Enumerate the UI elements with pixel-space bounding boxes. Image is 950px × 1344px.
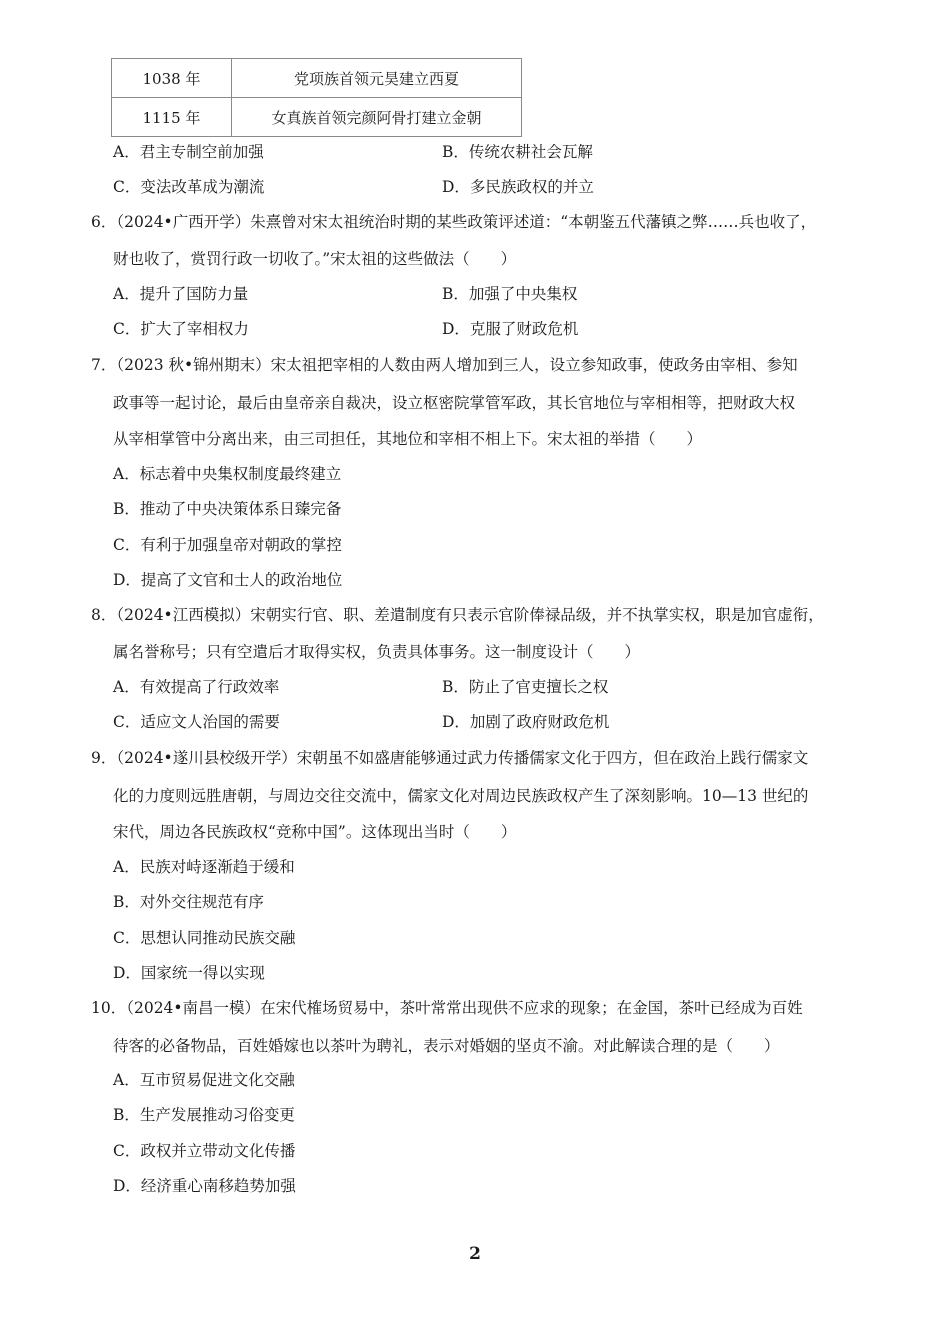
event-cell: 女真族首领完颜阿骨打建立金朝 [232, 98, 522, 137]
q8-option-d: D．加剧了政府财政危机 [442, 713, 610, 731]
q7-stem: 7．（2023 秋•锦州期末）宋太祖把宰相的人数由两人增加到三人，设立参知政事，使政务由宰相、参知 [91, 356, 798, 374]
q6-option-d: D．克服了财政危机 [442, 320, 579, 338]
q10-stem-cont: 待客的必备物品，百姓婚嫁也以茶叶为聘礼，表示对婚姻的坚贞不渝。对此解读合理的是（ ） [113, 1037, 780, 1055]
q9-option-d: D．国家统一得以实现 [113, 964, 265, 982]
q5-option-c: C．变法改革成为潮流 [113, 178, 265, 196]
q7-option-b: B．推动了中央决策体系日臻完备 [113, 500, 342, 518]
q7-option-c: C．有利于加强皇帝对朝政的掌控 [113, 536, 342, 554]
q7-stem-cont: 政事等一起讨论，最后由皇帝亲自裁决，设立枢密院掌管军政，其长官地位与宰相相等，把财政大权 [113, 394, 796, 412]
q6-option-b: B．加强了中央集权 [442, 285, 578, 303]
year-cell: 1115 年 [112, 98, 232, 137]
table-row [112, 98, 522, 137]
q5-option-a: A．君主专制空前加强 [113, 143, 264, 161]
page-number: 2 [469, 1244, 481, 1264]
q8-stem: 8．（2024•江西模拟）宋朝实行官、职、差遣制度有只表示官阶俸禄品级，并不执掌实权，职是加官虚衔， [91, 606, 824, 624]
q5-option-b: B．传统农耕社会瓦解 [442, 143, 593, 161]
year-cell: 1038 年 [112, 59, 232, 98]
table-row [112, 59, 522, 98]
q5-option-d: D．多民族政权的并立 [442, 178, 594, 196]
q8-option-a: A．有效提高了行政效率 [113, 678, 280, 696]
q6-stem-cont: 财也收了，赏罚行政一切收了。”宋太祖的这些做法（ ） [113, 250, 517, 268]
q6-option-a: A．提升了国防力量 [113, 285, 249, 303]
q9-stem-cont: 化的力度则远胜唐朝，与周边交往交流中，儒家文化对周边民族政权产生了深刻影响。10—13 世纪的 [113, 787, 809, 805]
q9-option-c: C．思想认同推动民族交融 [113, 929, 296, 947]
q8-option-c: C．适应文人治国的需要 [113, 713, 280, 731]
history-table [111, 58, 522, 137]
q7-option-a: A．标志着中央集权制度最终建立 [113, 465, 342, 483]
q10-option-d: D．经济重心南移趋势加强 [113, 1177, 296, 1195]
q10-option-a: A．互市贸易促进文化交融 [113, 1071, 295, 1089]
q9-stem-cont: 宋代，周边各民族政权“竞称中国”。这体现出当时（ ） [113, 823, 517, 841]
q6-option-c: C．扩大了宰相权力 [113, 320, 249, 338]
q10-stem: 10．（2024•南昌一模）在宋代榷场贸易中，茶叶常常出现供不应求的现象；在金国，茶叶已经成为百姓 [91, 999, 803, 1017]
q10-option-b: B．生产发展推动习俗变更 [113, 1106, 295, 1124]
q8-stem-cont: 属名誉称号；只有空遣后才取得实权，负责具体事务。这一制度设计（ ） [113, 643, 641, 661]
q9-option-a: A．民族对峙逐渐趋于缓和 [113, 858, 295, 876]
q10-option-c: C．政权并立带动文化传播 [113, 1142, 296, 1160]
q7-stem-cont: 从宰相掌管中分离出来，由三司担任，其地位和宰相不相上下。宋太祖的举措（ ） [113, 430, 703, 448]
q6-stem: 6．（2024•广西开学）朱熹曾对宋太祖统治时期的某些政策评述道：“本朝鉴五代藩镇之弊……兵也收了， [91, 213, 817, 231]
q9-stem: 9．（2024•遂川县校级开学）宋朝虽不如盛唐能够通过武力传播儒家文化于四方，但在政治上践行儒家文 [91, 749, 809, 767]
q7-option-d: D．提高了文官和士人的政治地位 [113, 571, 343, 589]
event-cell: 党项族首领元昊建立西夏 [232, 59, 522, 98]
q8-option-b: B．防止了官吏擅长之权 [442, 678, 609, 696]
q9-option-b: B．对外交往规范有序 [113, 893, 264, 911]
